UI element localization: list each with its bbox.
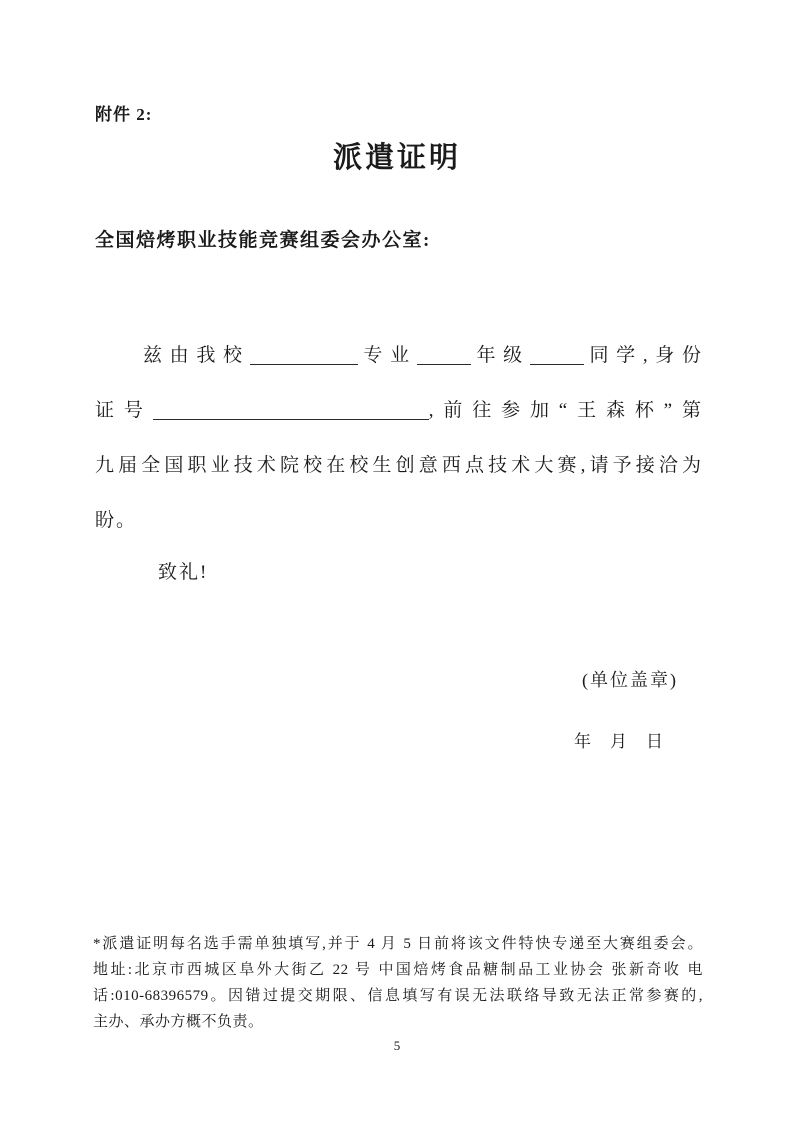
unit-seal-label: (单位盖章) — [582, 670, 678, 690]
blank-major-field — [250, 354, 358, 365]
attachment-label: 附件 2: — [95, 105, 153, 124]
body-line-2 — [95, 395, 703, 429]
footnote-line-4: 主办、承办方概不负责。 — [93, 1014, 264, 1030]
blank-grade-field — [417, 354, 471, 365]
salute-text: 致礼! — [158, 562, 209, 583]
page-title: 派遣证明 — [332, 142, 461, 174]
body-text: 同学,身份 — [583, 345, 703, 366]
body-line-4: 盼。 — [95, 510, 138, 531]
body-line-3: 九届全国职业技术院校在校生创意西点技术大赛,请予接洽为 — [95, 455, 703, 476]
blank-id-number-field — [153, 409, 429, 420]
body-line-1 — [95, 340, 703, 374]
body-text: 兹由我校 — [143, 345, 250, 366]
footnote-line-2: 地址:北京市西城区阜外大街乙 22 号 中国焙烤食品糖制品工业协会 张新奇收 电 — [93, 962, 703, 978]
body-text: 证号 — [95, 400, 153, 421]
footnote-line-3: 话:010-68396579。因错过提交期限、信息填写有误无法联络导致无法正常参赛的, — [93, 988, 703, 1004]
footnote — [93, 931, 703, 1035]
date-line: 年 月 日 — [574, 732, 664, 751]
footnote-line-1: *派遣证明每名选手需单独填写,并于 4 月 5 日前将该文件特快专递至大赛组委会。 — [93, 936, 703, 952]
blank-student-name-field — [530, 354, 584, 365]
page-number: 5 — [393, 1038, 401, 1053]
body-text: 年级 — [470, 345, 530, 366]
body-text: ,前往参加“王森杯”第 — [428, 400, 703, 421]
body-text: 专业 — [357, 345, 417, 366]
salutation: 全国焙烤职业技能竞赛组委会办公室: — [95, 230, 431, 251]
